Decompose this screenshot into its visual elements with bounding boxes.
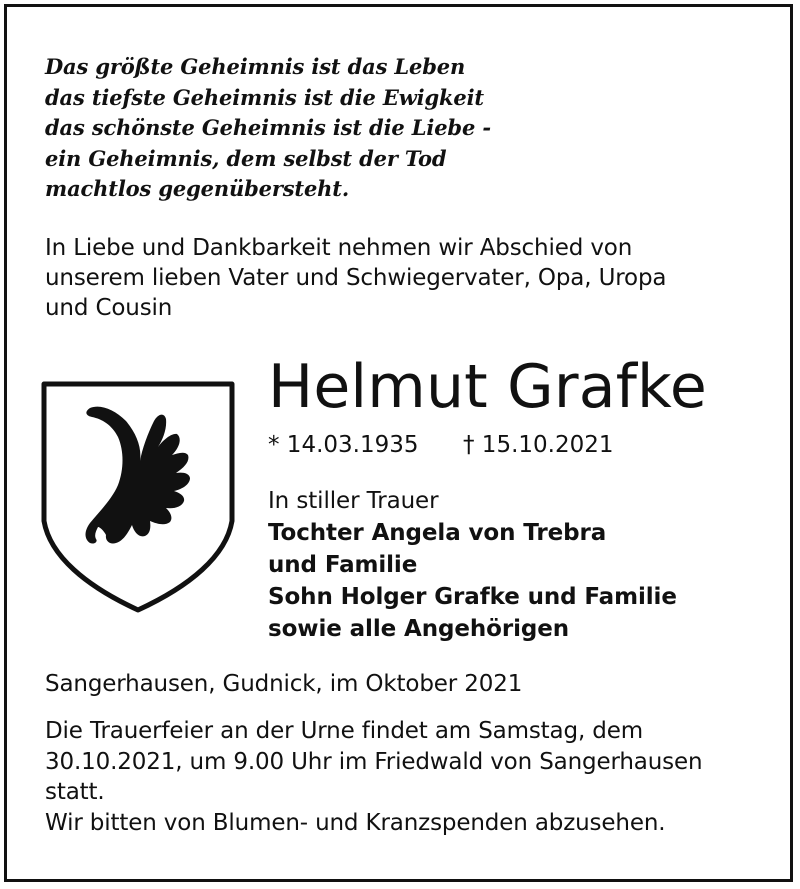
mourner-line: und Familie — [268, 552, 418, 578]
poem-line: ein Geheimnis, dem selbst der Tod — [45, 145, 447, 171]
intro-line: und Cousin — [45, 295, 173, 321]
poem-line: das schönste Geheimnis ist die Liebe - — [45, 115, 491, 140]
service-line: Die Trauerfeier an der Urne findet am Samstag, dem — [45, 718, 643, 744]
farewell-intro — [45, 233, 745, 323]
mourner-line: Tochter Angela von Trebra — [268, 520, 607, 546]
intro-line: unserem lieben Vater und Schwiegervater, Opa, Uropa — [45, 265, 667, 291]
mourner-line: sowie alle Angehörigen — [268, 616, 570, 642]
funeral-service-info — [45, 716, 765, 838]
mourner-line: Sohn Holger Grafke und Familie — [268, 584, 677, 610]
intro-line: In Liebe und Dankbarkeit nehmen wir Abschied von — [45, 235, 633, 261]
poem-line: Das größte Geheimnis ist das Leben — [45, 54, 466, 79]
poem-line: das tiefste Geheimnis ist die Ewigkeit — [45, 84, 484, 110]
mourning-intro: In stiller Trauer — [268, 488, 439, 514]
life-dates — [268, 431, 614, 459]
shield-with-antler-icon — [40, 381, 236, 613]
memorial-poem — [45, 52, 605, 205]
poem-line: machtlos gegenübersteht. — [45, 176, 349, 201]
service-line: 30.10.2021, um 9.00 Uhr im Friedwald von Sangerhausen — [45, 748, 703, 775]
mourners-block — [268, 485, 677, 645]
place-and-date: Sangerhausen, Gudnick, im Oktober 2021 — [45, 671, 523, 697]
deceased-name: Helmut Grafke — [268, 352, 707, 422]
service-line: statt. — [45, 779, 105, 805]
death-date: † 15.10.2021 — [463, 432, 614, 458]
birth-date: * 14.03.1935 — [268, 432, 419, 458]
service-line: Wir bitten von Blumen- und Kranzspenden abzusehen. — [45, 809, 666, 836]
